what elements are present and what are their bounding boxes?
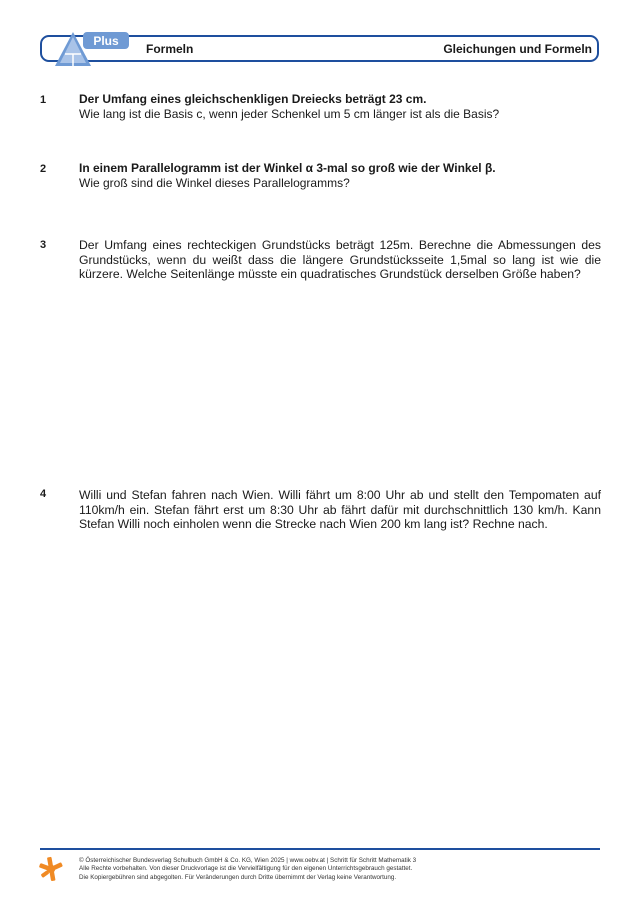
footer-line-1: © Österreichischer Bundesverlag Schulbuch GmbH & Co. KG, Wien 2025 | www.oebv.at | Schritt für Schritt Mathematik 3 (79, 857, 417, 864)
footer-line-2: Alle Rechte vorbehalten. Von dieser Druckvorlage ist die Vervielfältigung für den eigenen Unterrichtsgebrauch gestattet. (79, 865, 413, 873)
task-4-number: 4 (40, 488, 47, 500)
header-section-title: Formeln (146, 42, 194, 56)
plus-triangle-logo (53, 30, 130, 67)
task-4-text: Willi und Stefan fahren nach Wien. Willi fährt um 8:00 Uhr ab und stellt den Tempomaten auf 110km/h ein. Stefan fährt erst um 8:30 Uhr ab fährt dafür mit durchschnittlich 130 km/h. Kann Stefan Willi noch einholen wenn die Strecke nach Wien 200 km lang ist? Rechne nach. (79, 488, 601, 531)
footer-line-3: Die Kopiergebühren sind abgegolten. Für Veränderungen durch Dritte übernimmt der Verlag keine Verantwortung. (79, 873, 397, 881)
task-2-text (79, 161, 601, 191)
plus-badge-label: Plus (93, 34, 119, 48)
task-1-text (79, 92, 601, 122)
task-1-statement: Der Umfang eines gleichschenkligen Dreiecks beträgt 23 cm. (79, 92, 427, 106)
footer-divider (40, 848, 600, 850)
task-2-question: Wie groß sind die Winkel dieses Parallelogramms? (79, 176, 350, 190)
task-3-number: 3 (40, 239, 47, 251)
footer-copyright (79, 857, 599, 882)
task-1-number: 1 (40, 94, 47, 106)
task-2-number: 2 (40, 163, 47, 175)
header-chapter-title: Gleichungen und Formeln (443, 42, 592, 56)
task-3-text: Der Umfang eines rechteckigen Grundstücks beträgt 125m. Berechne die Abmessungen des Grundstücks, wenn du weißt dass die längere Grundstücksseite 1,5mal so lang ist wie die kürzere. Welche Seitenlänge müsste ein quadratisches Grundstück derselben Größe haben? (79, 238, 601, 281)
orange-star-logo-icon (38, 856, 64, 882)
task-1-question: Wie lang ist die Basis c, wenn jeder Schenkel um 5 cm länger ist als die Basis? (79, 107, 500, 121)
task-2-statement: In einem Parallelogramm ist der Winkel α 3-mal so groß wie der Winkel β. (79, 161, 496, 175)
